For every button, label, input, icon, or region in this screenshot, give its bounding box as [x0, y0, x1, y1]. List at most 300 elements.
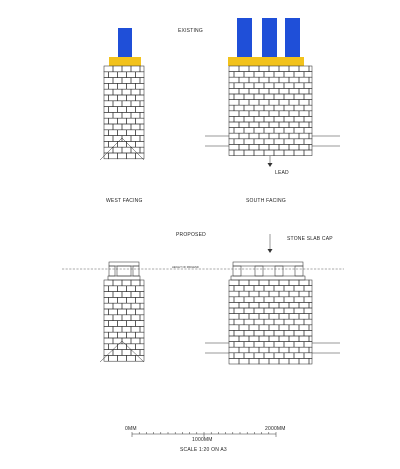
brick: [259, 347, 269, 353]
brick: [118, 321, 127, 327]
brick: [113, 66, 122, 72]
brick: [104, 309, 109, 315]
brick: [140, 303, 144, 309]
brick: [244, 319, 254, 325]
brick: [264, 150, 274, 156]
brick: [113, 101, 122, 107]
brick: [118, 332, 127, 338]
brick: [239, 302, 249, 308]
brick: [122, 89, 131, 95]
brick: [234, 353, 244, 359]
brick: [274, 94, 284, 100]
brick: [259, 325, 269, 331]
brick: [136, 83, 145, 89]
brick: [229, 314, 239, 320]
brick: [309, 325, 312, 331]
brick: [244, 150, 254, 156]
brick: [274, 83, 284, 89]
brick: [284, 286, 294, 292]
brick: [299, 291, 309, 297]
brick: [104, 332, 109, 338]
brick: [299, 302, 309, 308]
brick: [304, 105, 312, 111]
brick: [304, 353, 312, 359]
brick: [113, 136, 122, 142]
stone-slab-cap-label: STONE SLAB CAP: [287, 236, 333, 242]
brick: [122, 136, 131, 142]
brick: [309, 314, 312, 320]
brick: [140, 315, 144, 321]
brick: [104, 112, 113, 118]
brick: [113, 326, 122, 332]
brick: [109, 141, 118, 147]
brick: [269, 88, 279, 94]
brick: [229, 308, 234, 314]
brick: [136, 286, 145, 292]
brick: [229, 319, 234, 325]
brick: [299, 100, 309, 106]
brick: [239, 336, 249, 342]
brick: [279, 358, 289, 364]
brick: [122, 292, 131, 298]
brick: [234, 342, 244, 348]
brick: [294, 330, 304, 336]
brick: [104, 315, 113, 321]
brick: [249, 77, 259, 83]
brick: [239, 122, 249, 128]
brick: [254, 72, 264, 78]
brick: [294, 286, 304, 292]
brick: [299, 314, 309, 320]
brick: [279, 122, 289, 128]
brick: [269, 291, 279, 297]
brick: [109, 153, 118, 159]
brick: [249, 336, 259, 342]
brick: [304, 83, 312, 89]
brick: [104, 141, 109, 147]
brick: [239, 144, 249, 150]
brick: [244, 83, 254, 89]
brick: [289, 336, 299, 342]
brick: [274, 297, 284, 303]
brick: [229, 150, 234, 156]
brick: [229, 291, 239, 297]
brick: [234, 319, 244, 325]
brick: [234, 308, 244, 314]
south-proposed-brickwork: [229, 280, 312, 364]
brick: [299, 358, 309, 364]
brick: [131, 136, 140, 142]
brick: [289, 347, 299, 353]
brick: [109, 95, 118, 101]
chimney-pot: [118, 28, 132, 58]
brick: [127, 153, 136, 159]
brick: [274, 105, 284, 111]
brick: [127, 83, 136, 89]
brick: [269, 111, 279, 117]
brick: [279, 100, 289, 106]
brick: [284, 353, 294, 359]
brick: [309, 77, 312, 83]
brick: [234, 297, 244, 303]
brick: [254, 319, 264, 325]
brick: [244, 353, 254, 359]
brick: [122, 315, 131, 321]
brick: [279, 133, 289, 139]
brick: [229, 88, 239, 94]
brick: [122, 78, 131, 84]
brick: [109, 309, 118, 315]
brick: [309, 302, 312, 308]
brick: [113, 280, 122, 286]
brick: [113, 315, 122, 321]
brick: [244, 94, 254, 100]
brick: [234, 128, 244, 134]
brick: [279, 77, 289, 83]
brick: [131, 89, 140, 95]
brick: [229, 353, 234, 359]
brick: [294, 150, 304, 156]
brick: [274, 286, 284, 292]
brick: [113, 112, 122, 118]
brick: [229, 139, 234, 145]
brick: [289, 280, 299, 286]
brick: [122, 124, 131, 130]
proposed-heading: PROPOSED: [176, 232, 206, 238]
brick: [259, 291, 269, 297]
brick: [254, 297, 264, 303]
brick: [131, 326, 140, 332]
brick: [259, 88, 269, 94]
chimney-pot-right: [285, 18, 300, 58]
west-proposed-capping: [108, 262, 140, 280]
brick: [259, 144, 269, 150]
chimney-pot-left: [237, 18, 252, 58]
brick: [244, 105, 254, 111]
brick: [118, 141, 127, 147]
brick: [259, 100, 269, 106]
brick: [294, 353, 304, 359]
brick: [294, 297, 304, 303]
brick: [140, 280, 144, 286]
brick: [113, 78, 122, 84]
brick: [259, 358, 269, 364]
brick: [234, 139, 244, 145]
brick: [289, 302, 299, 308]
brick: [127, 286, 136, 292]
brick: [269, 144, 279, 150]
brick: [279, 88, 289, 94]
brick: [274, 308, 284, 314]
brick: [131, 101, 140, 107]
brick: [249, 88, 259, 94]
brick: [140, 326, 144, 332]
brick: [136, 141, 145, 147]
brick: [127, 141, 136, 147]
brick: [109, 72, 118, 78]
brick: [299, 77, 309, 83]
brick: [109, 130, 118, 136]
brick: [299, 122, 309, 128]
west-existing-chimney: [100, 28, 144, 160]
brick: [249, 291, 259, 297]
brick: [104, 297, 109, 303]
brick: [269, 133, 279, 139]
south-existing-chimney: [205, 18, 340, 167]
west-proposed-brickwork: [104, 280, 144, 361]
existing-heading: EXISTING: [178, 28, 203, 34]
brick: [229, 336, 239, 342]
brick: [118, 344, 127, 350]
brick: [239, 77, 249, 83]
brick: [279, 144, 289, 150]
brick: [104, 326, 113, 332]
brick: [304, 139, 312, 145]
brick: [249, 122, 259, 128]
brick: [274, 150, 284, 156]
brick: [274, 330, 284, 336]
brick: [259, 280, 269, 286]
brick: [244, 139, 254, 145]
brick: [304, 116, 312, 122]
brick: [234, 116, 244, 122]
south-proposed-capping: [231, 262, 305, 280]
brick: [249, 314, 259, 320]
brick: [259, 336, 269, 342]
brick: [229, 358, 239, 364]
brick: [309, 358, 312, 364]
brick: [127, 72, 136, 78]
brick: [122, 147, 131, 153]
brick: [109, 83, 118, 89]
brick: [269, 66, 279, 72]
brick: [136, 344, 145, 350]
brick: [104, 118, 109, 124]
brick: [131, 280, 140, 286]
brick: [113, 292, 122, 298]
brick: [113, 338, 122, 344]
west-proposed-chimney: [100, 262, 144, 362]
brick: [136, 95, 145, 101]
brick: [118, 153, 127, 159]
brick: [229, 122, 239, 128]
brick: [284, 150, 294, 156]
brick: [279, 280, 289, 286]
brick: [229, 286, 234, 292]
brick: [269, 336, 279, 342]
brick: [249, 144, 259, 150]
brick: [304, 150, 312, 156]
brick: [289, 358, 299, 364]
brick: [234, 286, 244, 292]
brick: [284, 319, 294, 325]
brick: [239, 100, 249, 106]
brick: [304, 319, 312, 325]
brick: [264, 319, 274, 325]
brick: [254, 128, 264, 134]
brick: [279, 66, 289, 72]
brick: [249, 325, 259, 331]
brick: [264, 330, 274, 336]
west-facing-label: WEST FACING: [106, 198, 143, 204]
brick: [284, 116, 294, 122]
brick: [289, 144, 299, 150]
brick: [131, 338, 140, 344]
brick: [264, 83, 274, 89]
brick: [254, 150, 264, 156]
brick: [244, 297, 254, 303]
brick: [113, 124, 122, 130]
brick: [304, 72, 312, 78]
brick: [122, 303, 131, 309]
brick: [104, 292, 113, 298]
brick: [109, 297, 118, 303]
brick: [118, 286, 127, 292]
brick: [127, 107, 136, 113]
brick: [309, 336, 312, 342]
brick: [118, 83, 127, 89]
brick: [136, 355, 145, 361]
brick: [259, 314, 269, 320]
brick: [249, 302, 259, 308]
scale-caption: SCALE 1:20 ON A3: [180, 447, 227, 453]
lead-flashing: [228, 57, 304, 66]
brick: [113, 350, 122, 356]
brick: [274, 342, 284, 348]
brick: [140, 89, 144, 95]
brick: [259, 66, 269, 72]
brick: [309, 280, 312, 286]
brick: [279, 336, 289, 342]
brick: [264, 128, 274, 134]
brick: [284, 139, 294, 145]
brick: [294, 319, 304, 325]
brick: [229, 128, 234, 134]
scale-end-label: 2000MM: [265, 426, 286, 432]
brick: [131, 350, 140, 356]
brick: [239, 347, 249, 353]
brick: [244, 330, 254, 336]
brick: [259, 122, 269, 128]
brick: [140, 338, 144, 344]
brick: [131, 124, 140, 130]
south-existing-brickwork: [229, 66, 312, 156]
brick: [294, 105, 304, 111]
ridge-height-label: HEIGHT OF RIDGEND: [172, 266, 199, 269]
brick: [269, 122, 279, 128]
brick: [229, 94, 234, 100]
brick: [254, 116, 264, 122]
brick: [249, 347, 259, 353]
brick: [294, 83, 304, 89]
brick: [229, 72, 234, 78]
brick: [249, 133, 259, 139]
brick: [113, 303, 122, 309]
brick: [249, 111, 259, 117]
brick: [239, 280, 249, 286]
brick: [264, 72, 274, 78]
brick: [259, 77, 269, 83]
brick: [127, 95, 136, 101]
brick: [234, 330, 244, 336]
brick: [244, 116, 254, 122]
brick: [109, 332, 118, 338]
brick: [229, 83, 234, 89]
brick: [289, 66, 299, 72]
brick: [294, 116, 304, 122]
brick: [244, 342, 254, 348]
brick: [294, 139, 304, 145]
brick: [140, 350, 144, 356]
brick: [289, 100, 299, 106]
brick: [244, 308, 254, 314]
brick: [118, 355, 127, 361]
brick: [284, 83, 294, 89]
brick: [229, 280, 239, 286]
brick: [104, 338, 113, 344]
brick: [274, 319, 284, 325]
brick: [136, 321, 145, 327]
brick: [136, 309, 145, 315]
brick: [299, 133, 309, 139]
brick: [269, 314, 279, 320]
brick: [118, 309, 127, 315]
brick: [140, 66, 144, 72]
brick: [127, 309, 136, 315]
brick: [264, 105, 274, 111]
lead-label: LEAD: [275, 170, 289, 176]
brick: [279, 347, 289, 353]
brick: [104, 83, 109, 89]
brick: [229, 77, 239, 83]
brick: [136, 130, 145, 136]
brick: [304, 342, 312, 348]
brick: [118, 130, 127, 136]
brick: [299, 280, 309, 286]
brick: [289, 122, 299, 128]
brick: [294, 308, 304, 314]
brick: [254, 94, 264, 100]
brick: [109, 286, 118, 292]
scale-start-label: 0MM: [125, 426, 137, 432]
brick: [304, 94, 312, 100]
brick: [279, 302, 289, 308]
brick: [104, 321, 109, 327]
brick: [104, 95, 109, 101]
brick: [269, 100, 279, 106]
lead-flashing: [109, 57, 141, 66]
brick: [309, 133, 312, 139]
brick: [254, 353, 264, 359]
brick: [249, 358, 259, 364]
brick: [289, 77, 299, 83]
brick: [229, 297, 234, 303]
brick: [229, 116, 234, 122]
brick: [122, 280, 131, 286]
brick: [229, 144, 239, 150]
brick: [229, 330, 234, 336]
brick: [122, 350, 131, 356]
brick: [264, 286, 274, 292]
brick: [304, 308, 312, 314]
brick: [104, 344, 109, 350]
brick: [234, 150, 244, 156]
brick: [274, 139, 284, 145]
brick: [127, 332, 136, 338]
brick: [279, 325, 289, 331]
brick: [304, 297, 312, 303]
brick: [140, 101, 144, 107]
